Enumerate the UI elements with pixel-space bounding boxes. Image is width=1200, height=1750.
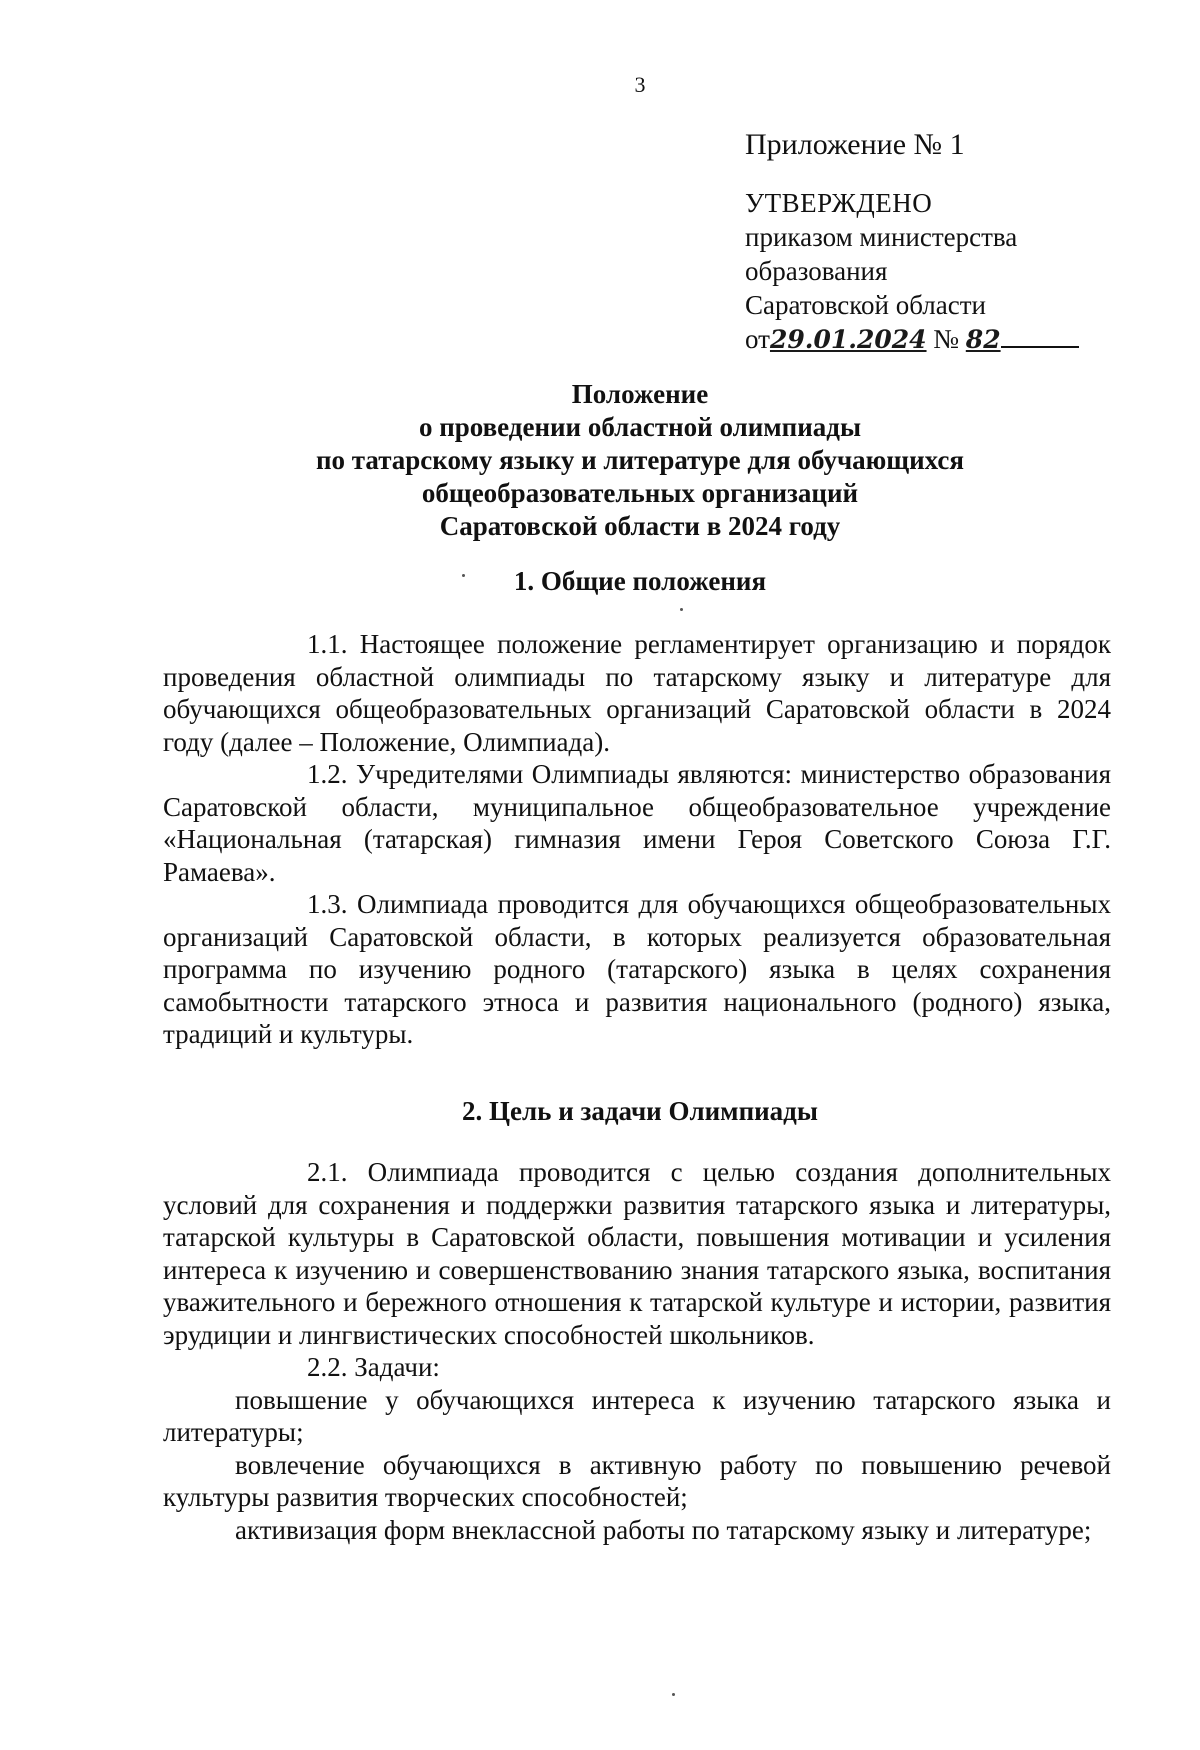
title-line: о проведении областной олимпиады [418,412,862,442]
paragraph-1-2 [163,758,1111,888]
section-1-heading: 1. Общие положения [513,566,767,596]
order-date-handwritten: 29.01.2024 [769,325,927,354]
item-text: Учредителями Олимпиады являются: министерство образования Саратовской области, муниципальное общеобразовательное учреждение «Национальная (татарская) гимназия имени Героя Советского Союза Г.Г. Рамаева». [163,759,1111,887]
paragraph-1-3 [163,888,1111,1051]
page-number: 3 [634,72,646,97]
section-2-heading: 2. Цель и задачи Олимпиады [462,1096,818,1126]
item-number: 1.3. [307,889,348,919]
scan-speck [462,574,465,577]
document-title [160,378,1120,543]
title-line: по татарскому языку и литературе для обучающихся [316,445,964,475]
approved-label: УТВЕРЖДЕНО [745,188,933,218]
item-text: Настоящее положение регламентирует организацию и порядок проведения областной олимпиады по татарскому языку и литературе для обучающихся общеобразовательных организаций Саратовской области в 2024 году (далее – Положение, Олимпиада). [163,629,1112,757]
approval-line: Саратовской области [745,290,986,320]
approval-line: образования [745,256,888,286]
title-line: Положение [571,379,709,409]
order-number-label: № [933,324,960,354]
order-reference [745,322,1075,358]
paragraph-2-1 [163,1156,1111,1351]
item-text: Задачи: [354,1352,440,1382]
section-1-body [163,628,1111,1051]
title-line: Саратовской области в 2024 году [439,511,841,541]
scan-speck [680,608,683,611]
paragraph-2-2 [163,1351,1111,1384]
item-number: 1.1. [307,629,348,659]
item-text: Олимпиада проводится для обучающихся общеобразовательных организаций Саратовской области, в которых реализуется образовательная программа по изучению родного (татарского) языка в целях сохранения самобытности татарского этноса и развития национального (родного) языка, традиций и культуры. [163,889,1111,1049]
title-line: общеобразовательных организаций [421,478,859,508]
task-item: активизация форм внеклассной работы по татарскому языку и литературе; [235,1514,1092,1545]
scan-speck [672,1693,675,1696]
item-number: 2.2. [307,1352,348,1382]
order-prefix: от [745,324,770,354]
task-item: вовлечение обучающихся в активную работу по повышению речевой культуры развития творческих способностей; [163,1449,1111,1512]
approval-line: приказом министерства [745,222,1018,252]
order-number-handwritten: 82 [965,325,1001,354]
approval-stamp-block [745,128,1075,358]
task-item: повышение у обучающихся интереса к изучению татарского языка и литературы; [163,1384,1111,1447]
order-underline [1001,346,1079,348]
section-2-body [163,1156,1111,1546]
paragraph-1-1 [163,628,1111,758]
item-number: 1.2. [307,759,348,789]
appendix-label: Приложение № 1 [745,128,965,161]
item-number: 2.1. [307,1157,348,1187]
item-text: Олимпиада проводится с целью создания дополнительных условий для сохранения и поддержки развития татарского языка и литературы, татарской культуры в Саратовской области, повышения мотивации и усиления интереса к изучению и совершенствованию знания татарского языка, воспитания уважительного и бережного отношения к татарской культуре и истории, развития эрудиции и лингвистических способностей школьников. [163,1157,1111,1350]
